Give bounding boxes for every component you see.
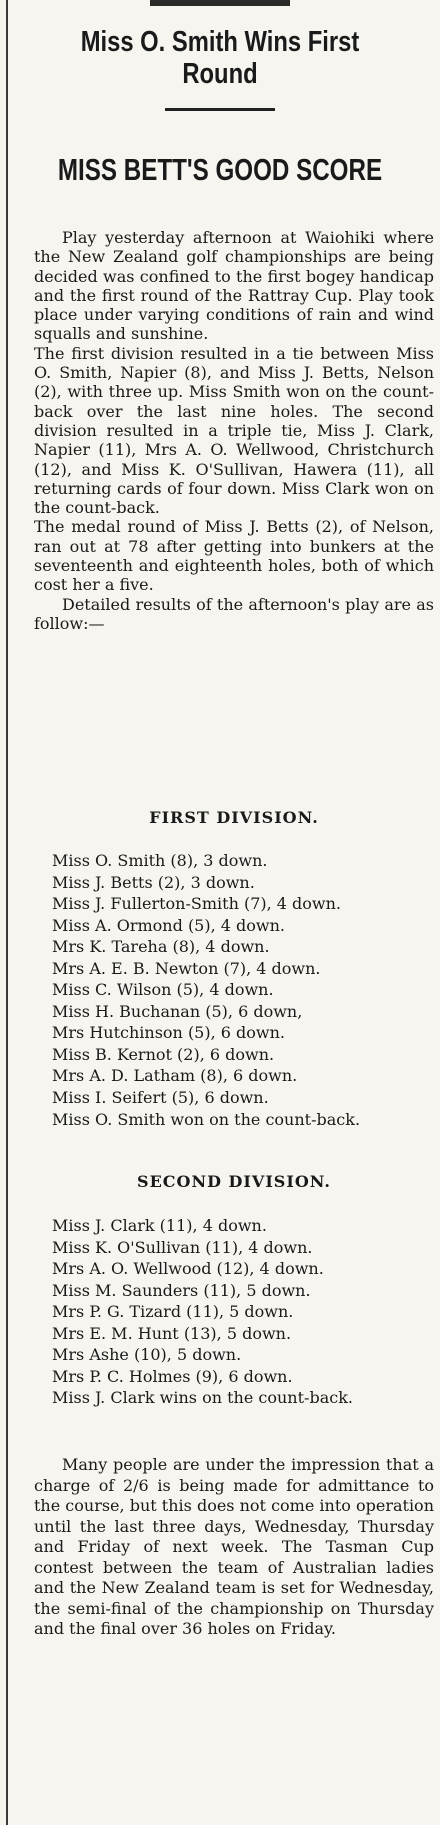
paragraph-2: The first division resulted in a tie between Miss O. Smith, Napier (8), and Miss J. Betts, Nelson (2), with three up. Miss Smith won on the count-back over the last nine holes. The second division resulted in a triple tie, Miss J. Clark, Napier (11), Mrs A. O. Wellwood, Christchurch (12), and Miss K. O'Sullivan, Hawera (11), all returning cards of four down. Miss Clark won on the count-back. (34, 343, 434, 518)
paragraph-3: The medal round of Miss J. Betts (2), of Nelson, ran out at 78 after getting into bunkers at the seventeenth and eighteenth holes, both of which cost her a five. (34, 517, 434, 595)
result-row: Miss O. Smith (8), 3 down. (52, 851, 268, 870)
result-row: Miss C. Wilson (5), 4 down. (52, 980, 274, 999)
result-row: Mrs A. O. Wellwood (12), 4 down. (52, 1259, 324, 1278)
column-rule (6, 0, 8, 1825)
result-row: Miss J. Fullerton-Smith (7), 4 down. (52, 894, 342, 913)
second-division-heading: SECOND DIVISION. (137, 1172, 331, 1191)
result-row: Mrs Ashe (10), 5 down. (52, 1345, 242, 1364)
result-row: Mrs Hutchinson (5), 6 down. (52, 1023, 285, 1042)
paragraph-4: Detailed results of the afternoon's play are as follow:— (34, 594, 434, 633)
result-row: Miss K. O'Sullivan (11), 4 down. (52, 1237, 313, 1257)
result-row: Miss B. Kernot (2), 6 down. (52, 1044, 275, 1064)
headline: Miss O. Smith Wins First Round (80, 26, 360, 90)
result-row: Miss J. Betts (2), 3 down. (52, 872, 255, 892)
article-body (34, 228, 434, 633)
result-row: Mrs A. D. Latham (8), 6 down. (52, 1066, 298, 1085)
headline-divider (165, 108, 275, 111)
result-row: Mrs A. E. B. Newton (7), 4 down. (52, 958, 321, 978)
result-row: Mrs K. Tareha (8), 4 down. (52, 937, 270, 956)
result-row: Mrs E. M. Hunt (13), 5 down. (52, 1323, 292, 1343)
result-row: Miss I. Seifert (5), 6 down. (52, 1087, 269, 1107)
result-row: Miss J. Clark wins on the count-back. (52, 1388, 353, 1407)
paragraph-1: Play yesterday afternoon at Waiohiki where the New Zealand golf championships are being decided was confined to the first bogey handicap and the first round of the Rattray Cup. Play took place under varying conditions of rain and wind squalls and sunshine. (34, 228, 434, 344)
result-row: Miss H. Buchanan (5), 6 down, (52, 1001, 303, 1021)
result-row: Miss M. Saunders (11), 5 down. (52, 1280, 311, 1300)
result-row: Miss J. Clark (11), 4 down. (52, 1216, 267, 1235)
result-row: Mrs P. G. Tizard (11), 5 down. (52, 1302, 294, 1321)
first-division-heading: FIRST DIVISION. (149, 808, 319, 827)
second-division-results (34, 1215, 434, 1409)
subheadline: MISS BETT'S GOOD SCORE (57, 152, 383, 187)
result-row: Miss A. Ormond (5), 4 down. (52, 915, 285, 935)
first-division-note: Miss O. Smith won on the count-back. (52, 1110, 361, 1129)
top-rule (150, 0, 290, 6)
closing-body (34, 1455, 434, 1640)
result-row: Mrs P. C. Holmes (9), 6 down. (52, 1366, 293, 1386)
first-division-results (34, 850, 434, 1108)
first-division-note-wrap (34, 1110, 434, 1129)
closing-paragraph: Many people are under the impression that a charge of 2/6 is being made for admittance to the course, but this does not come into operation until the last three days, Wednesday, Thursday and Friday of next week. The Tasman Cup contest between the team of Australian ladies and the New Zealand team is set for Wednesday, the semi-final of the championship on Thursday and the final over 36 holes on Friday. (34, 1455, 434, 1638)
